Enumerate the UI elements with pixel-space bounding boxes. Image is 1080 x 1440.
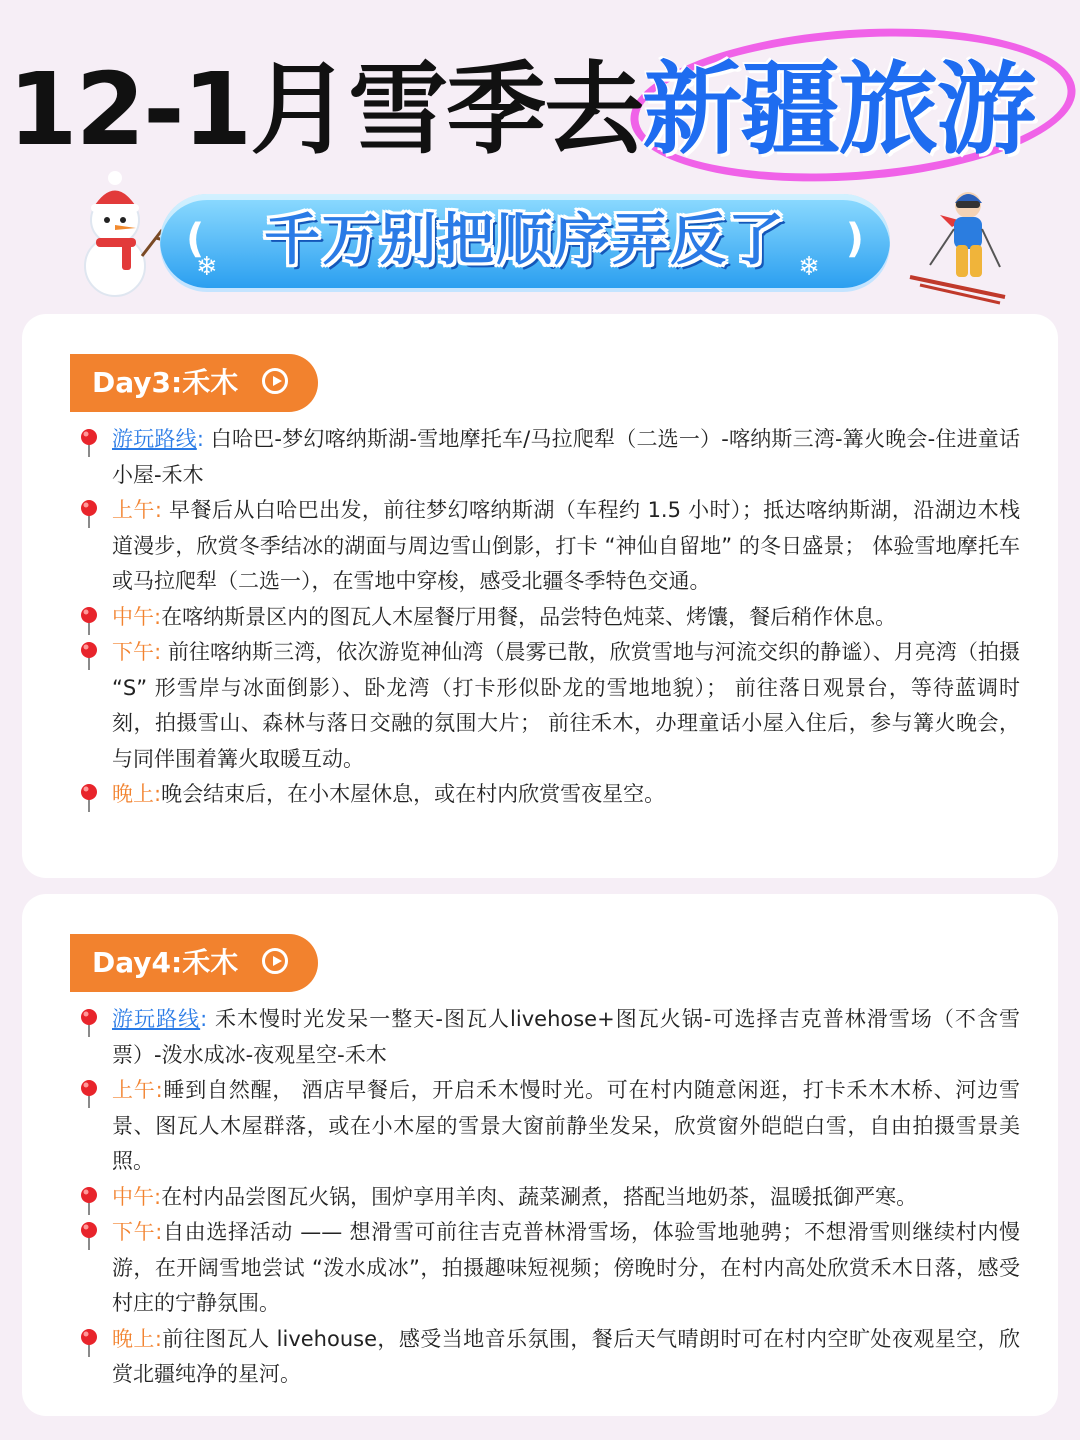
snowflake-icon: ❄ (196, 252, 218, 282)
list-item: 下午: 前往喀纳斯三湾，依次游览神仙湾（晨雾已散，欣赏雪地与河流交织的静谧）、月亮湾（拍摄 “S” 形雪岸与冰面倒影）、卧龙湾（打卡形似卧龙的雪地地貌）； 前往落日观景台，等待蓝调时刻，拍摄雪山、森林与落日交融的氛围大片； 前往禾木，办理童话小屋入住后，参与篝火晚会，与同伴围着篝火取暖互动。 (80, 635, 1020, 777)
page-title (8, 50, 1034, 170)
item-text: 睡到自然醒， 酒店早餐后，开启禾木慢时光。可在村内随意闲逛，打卡禾木木桥、河边雪景、图瓦人木屋群落，或在小木屋的雪景大窗前静坐发呆，欣赏窗外皑皑白雪，自由拍摄雪景美照。 (112, 1078, 1021, 1173)
day4-badge[interactable] (70, 934, 318, 992)
snowflake-icon: ❄ (798, 252, 820, 282)
list-item: 中午:在喀纳斯景区内的图瓦人木屋餐厅用餐，品尝特色炖菜、烤馕，餐后稍作休息。 (80, 600, 1020, 636)
day3-badge[interactable] (70, 354, 318, 412)
location-pin-icon (80, 641, 98, 671)
day3-badge-label: Day3:禾木 (92, 366, 239, 399)
item-label: 中午 (112, 1184, 154, 1209)
list-item: 晚上:前往图瓦人 livehouse，感受当地音乐氛围，餐后天气晴朗时可在村内空旷处夜观星空，欣赏北疆纯净的星河。 (80, 1322, 1020, 1393)
location-pin-icon (80, 499, 98, 529)
item-label: 中午 (112, 604, 154, 629)
location-pin-icon (80, 1221, 98, 1251)
route-link[interactable]: 游玩路线 (112, 1007, 201, 1031)
play-circle-icon[interactable] (262, 368, 288, 394)
item-text: 自由选择活动 —— 想滑雪可前往吉克普林滑雪场，体验雪地驰骋；不想滑雪则继续村内慢游，在开阔雪地尝试 “泼水成冰”，拍摄趣味短视频；傍晚时分，在村内高处欣赏禾木日落，感受村庄的宁静氛围。 (112, 1220, 1020, 1315)
item-text: 前往喀纳斯三湾，依次游览神仙湾（晨雾已散，欣赏雪地与河流交织的静谧）、月亮湾（拍摄 “S” 形雪岸与冰面倒影）、卧龙湾（打卡形似卧龙的雪地地貌）； 前往落日观景台，等待蓝调时刻，拍摄雪山、森林与落日交融的氛围大片； 前往禾木，办理童话小屋入住后，参与篝火晚会，与同伴围着篝火取暖互动。 (112, 640, 1021, 771)
location-pin-icon (80, 606, 98, 636)
day4-card (22, 894, 1058, 1416)
item-text: 晚会结束后，在小木屋休息，或在村内欣赏雪夜星空。 (161, 782, 666, 806)
title-part2: 新疆旅游 (642, 51, 1035, 168)
list-item: 晚上:晚会结束后，在小木屋休息，或在村内欣赏雪夜星空。 (80, 777, 1020, 813)
item-label: 晚上 (112, 1326, 155, 1351)
list-item: 游玩路线: 禾木慢时光发呆一整天-图瓦人livehose+图瓦火锅-可选择吉克普林滑雪场（不含雪票）-泼水成冰-夜观星空-禾木 (80, 1002, 1020, 1073)
location-pin-icon (80, 1079, 98, 1109)
day3-items (80, 422, 1020, 813)
subtitle-banner (160, 194, 890, 288)
list-item: 游玩路线: 白哈巴-梦幻喀纳斯湖-雪地摩托车/马拉爬犁（二选一）-喀纳斯三湾-篝火晚会-住进童话小屋-禾木 (80, 422, 1020, 493)
route-link[interactable]: 游玩路线 (112, 427, 197, 451)
item-text: 前往图瓦人 livehouse，感受当地音乐氛围，餐后天气晴朗时可在村内空旷处夜观星空，欣赏北疆纯净的星河。 (112, 1326, 1020, 1386)
title-part1: 12-1月雪季去 (8, 51, 643, 168)
item-text: 在村内品尝图瓦火锅，围炉享用羊肉、蔬菜涮煮，搭配当地奶茶，温暖抵御严寒。 (161, 1184, 918, 1209)
item-label: 下午 (112, 640, 155, 664)
item-label: 下午 (112, 1220, 156, 1244)
banner-text: 千万别把顺序弄反了 (264, 208, 786, 273)
item-label: 晚上 (112, 782, 154, 806)
header (0, 0, 1080, 310)
item-label: 上午 (112, 498, 155, 522)
location-pin-icon (80, 783, 98, 813)
item-text: 早餐后从白哈巴出发，前往梦幻喀纳斯湖（车程约 1.5 小时）；抵达喀纳斯湖，沿湖边木栈道漫步，欣赏冬季结冰的湖面与周边雪山倒影，打卡 “神仙自留地” 的冬日盛景； 体验雪地摩托车或马拉爬犁（二选一），在雪地中穿梭，感受北疆冬季特色交通。 (112, 498, 1020, 593)
day4-badge-label: Day4:禾木 (92, 946, 239, 979)
moon-left-icon: ( (186, 216, 205, 262)
location-pin-icon (80, 1008, 98, 1038)
item-text: 白哈巴-梦幻喀纳斯湖-雪地摩托车/马拉爬犁（二选一）-喀纳斯三湾-篝火晚会-住进童话小屋-禾木 (112, 427, 1020, 487)
list-item: 中午:在村内品尝图瓦火锅，围炉享用羊肉、蔬菜涮煮，搭配当地奶茶，温暖抵御严寒。 (80, 1180, 1020, 1216)
list-item: 上午:睡到自然醒， 酒店早餐后，开启禾木慢时光。可在村内随意闲逛，打卡禾木木桥、河边雪景、图瓦人木屋群落，或在小木屋的雪景大窗前静坐发呆，欣赏窗外皑皑白雪，自由拍摄雪景美照。 (80, 1073, 1020, 1180)
day3-card (22, 314, 1058, 878)
item-text: 在喀纳斯景区内的图瓦人木屋餐厅用餐，品尝特色炖菜、烤馕，餐后稍作休息。 (161, 604, 897, 629)
snowman-icon (60, 168, 170, 298)
list-item: 上午: 早餐后从白哈巴出发，前往梦幻喀纳斯湖（车程约 1.5 小时）；抵达喀纳斯湖，沿湖边木栈道漫步，欣赏冬季结冰的湖面与周边雪山倒影，打卡 “神仙自留地” 的冬日盛景； 体验雪地摩托车或马拉爬犁（二选一），在雪地中穿梭，感受北疆冬季特色交通。 (80, 493, 1020, 600)
item-label: 上午 (112, 1078, 156, 1102)
location-pin-icon (80, 1328, 98, 1358)
play-circle-icon[interactable] (262, 948, 288, 974)
item-text: 禾木慢时光发呆一整天-图瓦人livehose+图瓦火锅-可选择吉克普林滑雪场（不含雪票）-泼水成冰-夜观星空-禾木 (112, 1007, 1020, 1067)
day4-items (80, 1002, 1020, 1393)
skier-icon (900, 185, 1010, 305)
location-pin-icon (80, 428, 98, 458)
location-pin-icon (80, 1186, 98, 1216)
moon-right-icon: ) (845, 216, 864, 262)
list-item: 下午:自由选择活动 —— 想滑雪可前往吉克普林滑雪场，体验雪地驰骋；不想滑雪则继续村内慢游，在开阔雪地尝试 “泼水成冰”，拍摄趣味短视频；傍晚时分，在村内高处欣赏禾木日落，感受村庄的宁静氛围。 (80, 1215, 1020, 1322)
